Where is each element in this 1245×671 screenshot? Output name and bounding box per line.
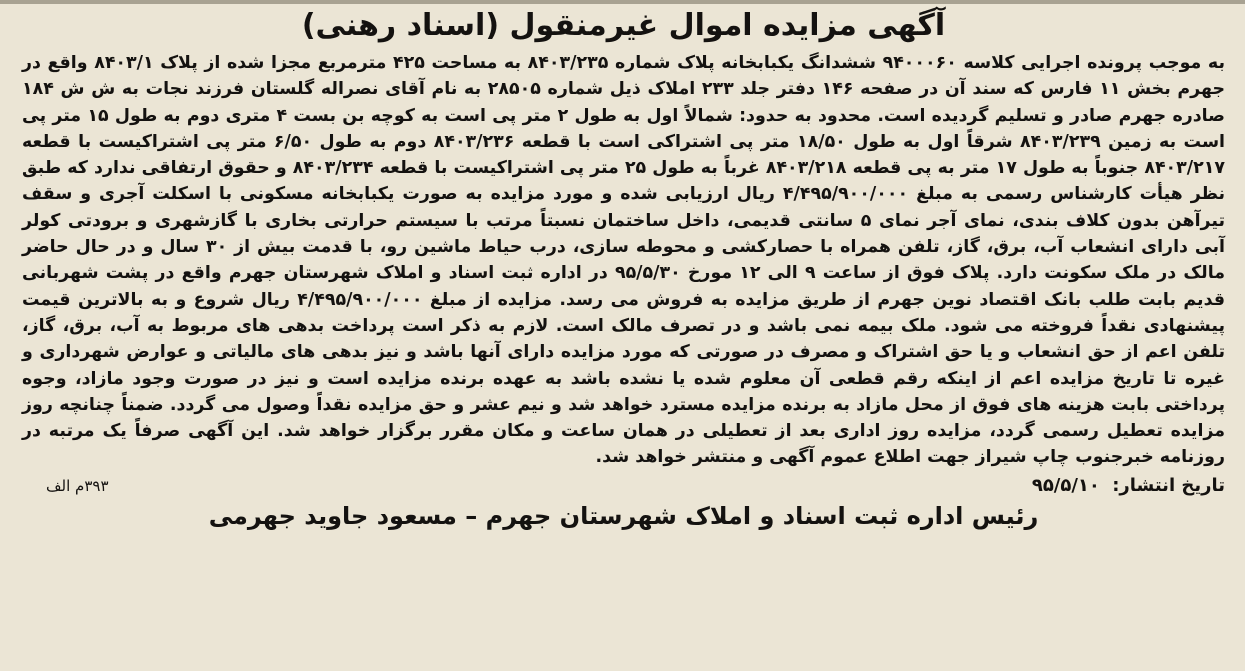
top-border-divider: [0, 0, 1245, 4]
reference-code: ۳۹۳م الف: [46, 476, 109, 495]
notice-title: آگهی مزایده اموال غیرمنقول (اسناد رهنی): [301, 8, 946, 43]
publish-date-value: ۹۵/۵/۱۰: [1031, 474, 1100, 496]
notice-body: [22, 50, 1225, 471]
publish-date-row: [22, 473, 1225, 499]
publish-date-label: تاریخ انتشار:: [1112, 474, 1225, 496]
notice-paragraph: به موجب پرونده اجرایی کلاسه ۹۴۰۰۰۶۰ ششدانگ یکبابخانه پلاک شماره ۸۴۰۳/۲۳۵ به مساحت ۴۲۵ مترمربع مجزا شده از پلاک ۸۴۰۳/۱ واقع در جهرم بخش ۱۱ فارس که سند آن در صفحه ۱۴۶ دفتر جلد ۲۳۳ املاک ذیل شماره ۲۸۵۰۵ به نام آقای نصراله گلستان فرزند نجات به ش ش ۱۸۴ صادره جهرم صادر و تسلیم گردیده است. محدود به حدود: شمالاً اول به طول ۲ متر پی است به کوچه بن بست ۴ متری دوم به طول ۱۵ متر پی است به زمین ۸۴۰۳/۲۳۹ شرقاً اول به طول ۱۸/۵۰ متر پی اشتراکی است با قطعه ۸۴۰۳/۲۳۶ دوم به طول ۶/۵۰ متر پی اشتراکیست با قطعه ۸۴۰۳/۲۱۷ جنوباً به طول ۱۷ متر به پی قطعه ۸۴۰۳/۲۱۸ غرباً به طول ۲۵ متر پی اشتراکیست با قطعه ۸۴۰۳/۲۳۴ و حقوق ارتفاقی ندارد که طبق نظر هیأت کارشناس رسمی به مبلغ ۴/۴۹۵/۹۰۰/۰۰۰ ریال ارزیابی شده و مورد مزایده به صورت یکبابخانه مسکونی با اسکلت آجری و سقف تیرآهن بدون کلاف بندی، نمای آجر نمای ۵ سانتی قدیمی، داخل ساختمان نسبتاً مرتب با سیستم حرارتی بخاری با گازشهری و برودتی کولر آبی دارای انشعاب آب، برق، گاز، تلفن همراه با حصارکشی و محوطه سازی، درب حیاط ماشین رو، با قدمت بیش از ۳۰ سال و در حال حاضر مالک در ملک سکونت دارد. پلاک فوق از ساعت ۹ الی ۱۲ مورخ ۹۵/۵/۳۰ در اداره ثبت اسناد و املاک شهرستان جهرم واقع در پشت شهربانی قدیم بابت طلب بانک اقتصاد نوین جهرم از طریق مزایده به فروش می رسد. مزایده از مبلغ ۴/۴۹۵/۹۰۰/۰۰۰ ریال شروع و به بالاترین قیمت پیشنهادی نقداً فروخته می شود. ملک بیمه نمی باشد و در تصرف مالک است. لازم به ذکر است پرداخت بدهی های مربوط به آب، برق، گاز، تلفن اعم از حق انشعاب و یا حق اشتراک و مصرف در صورتی که مورد مزایده دارای آنها باشد و نیز بدهی های مالیاتی و عوارض شهرداری و غیره تا تاریخ مزایده اعم از اینکه رقم قطعی آن معلوم شده یا نشده باشد به عهده برنده مزایده است و نیز در صورت وجود مازاد، وجوه پرداختی بابت هزینه های فوق از محل مازاد به برنده مزایده مسترد خواهد شد و نیم عشر و حق مزایده نقداً وصول می گردد. ضمناً چنانچه روز مزایده تعطیل رسمی گردد، مزایده روز اداری بعد از تعطیلی در همان ساعت و مکان مقرر برگزار خواهد شد. این آگهی صرفاً یک مرتبه در روزنامه خبرجنوب چاپ شیراز جهت اطلاع عموم آگهی و منتشر خواهد شد.: [22, 53, 1226, 468]
signature-line: رئیس اداره ثبت اسناد و املاک شهرستان جهرم – مسعود جاوید جهرمی: [208, 501, 1039, 530]
